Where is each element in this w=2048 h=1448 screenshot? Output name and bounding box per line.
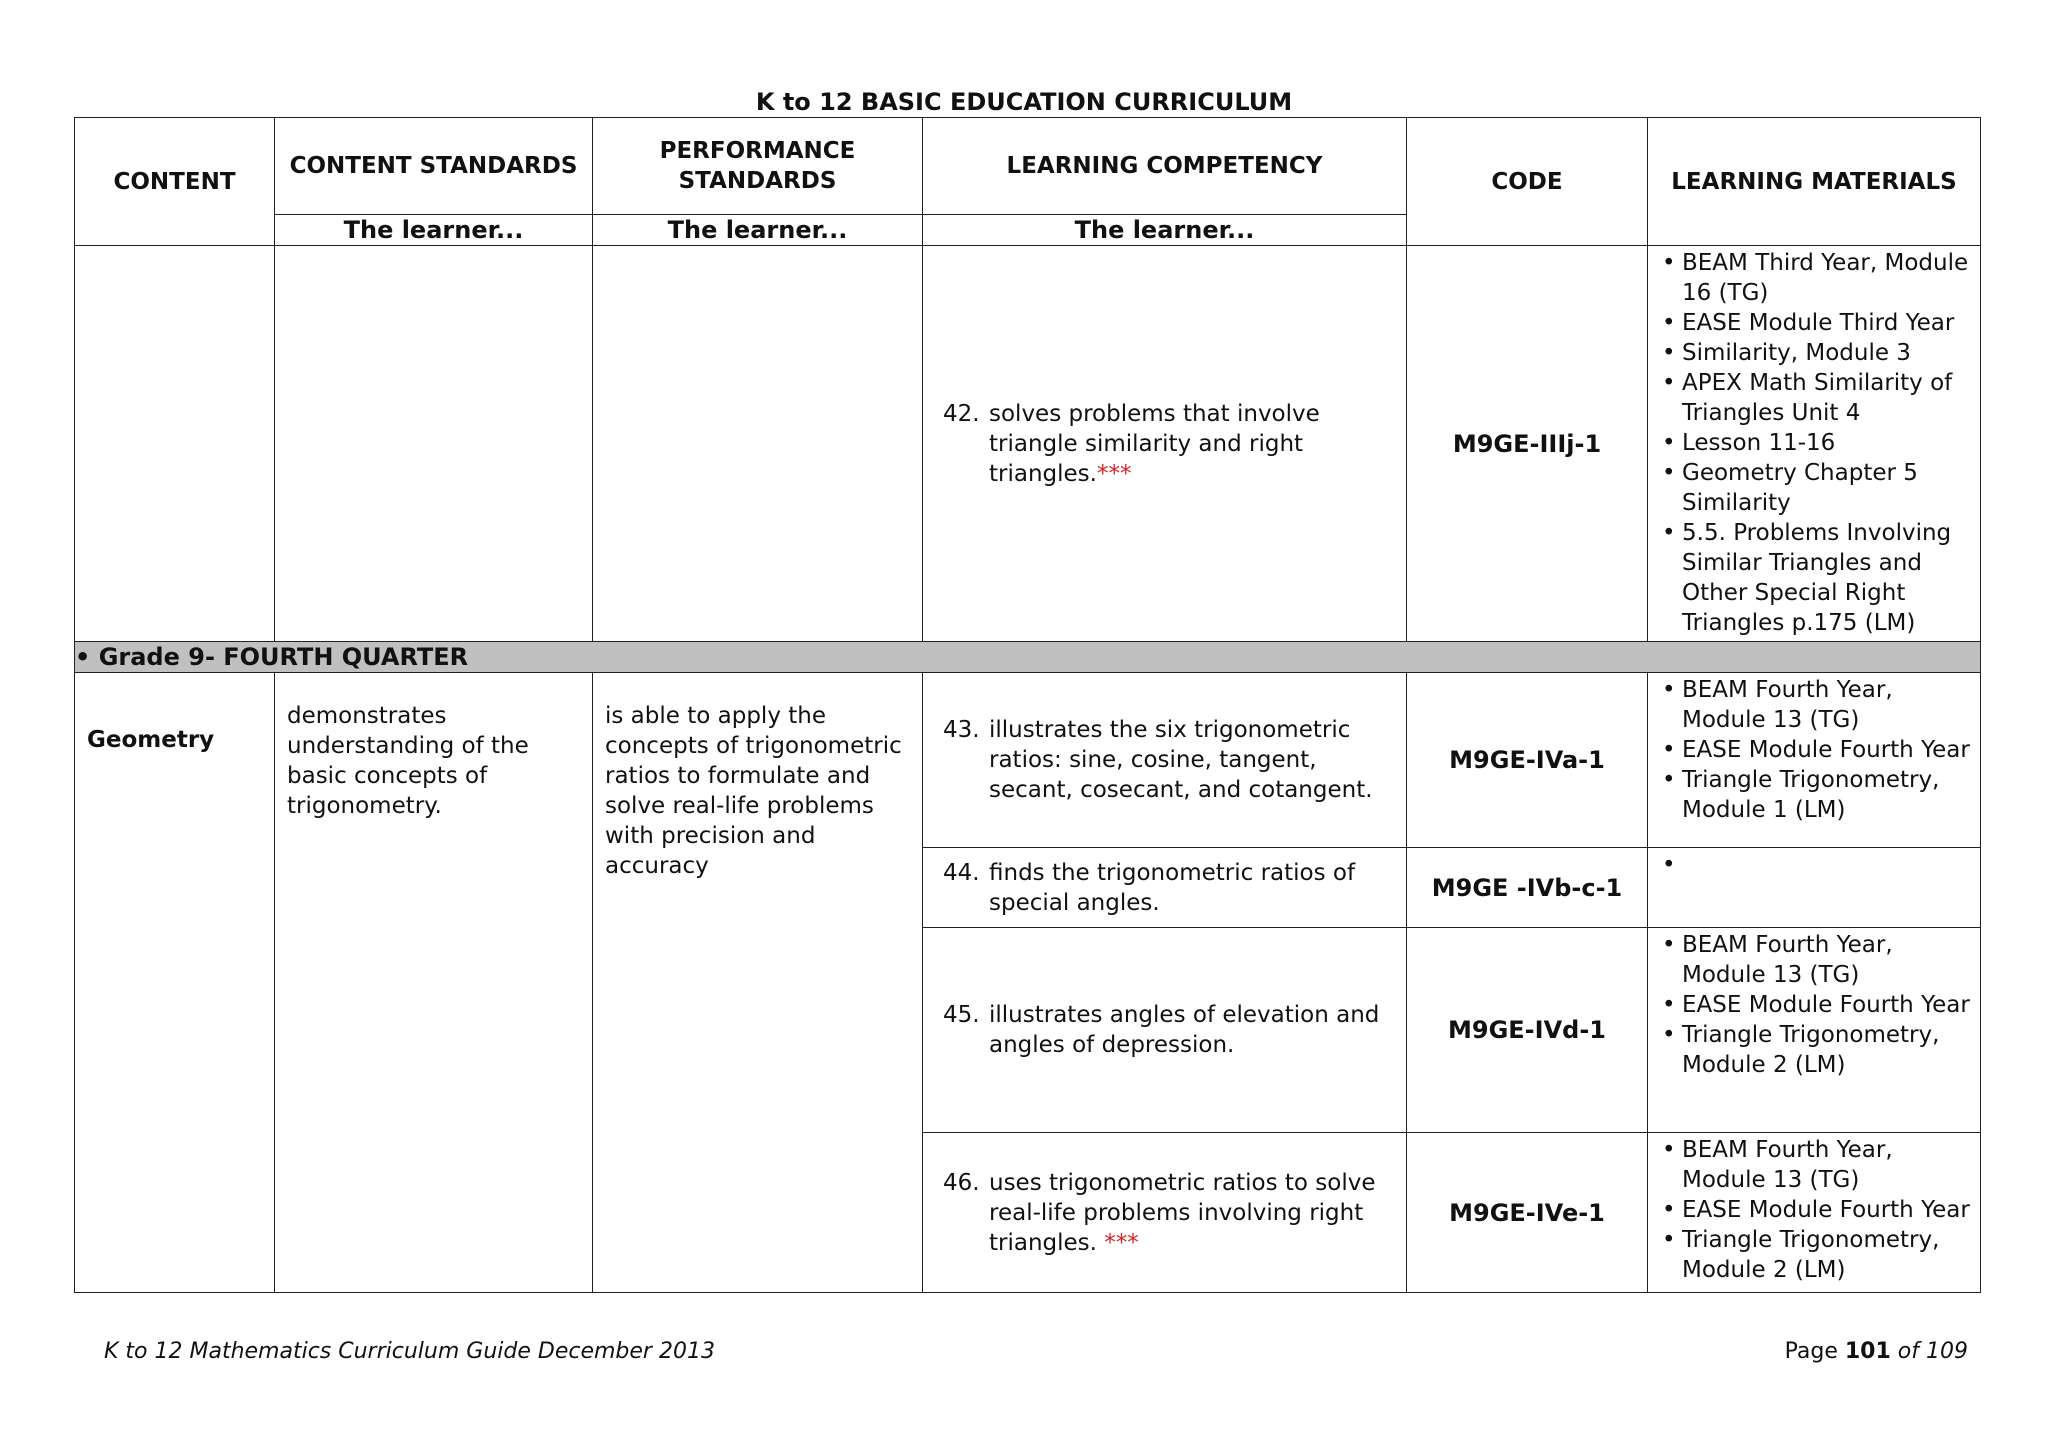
document-title: K to 12 BASIC EDUCATION CURRICULUM [755, 88, 1293, 116]
competency-number: 45. [943, 1002, 980, 1028]
materials-list [1660, 675, 1972, 825]
header-performance-standards: PERFORMANCE STANDARDS [593, 118, 923, 215]
content-standard-text: demonstrates understanding of the basic concepts of trigonometry. [275, 673, 593, 1293]
material-item: • EASE Module Fourth Year [1660, 990, 1972, 1020]
materials-list [1660, 248, 1972, 638]
code-cell: M9GE-IVe-1 [1407, 1133, 1648, 1293]
header-content: CONTENT [75, 118, 275, 246]
material-item: • 5.5. Problems Involving Similar Triangles and Other Special Right Triangles p.175 (LM) [1660, 518, 1972, 638]
materials-cell [1648, 1133, 1981, 1293]
materials-list [1660, 930, 1972, 1080]
material-item: • BEAM Third Year, Module 16 (TG) [1660, 248, 1972, 308]
key-stage-stars: *** [1096, 460, 1132, 487]
competency-text: solves problems that involve triangle similarity and right triangles. [989, 400, 1320, 487]
competency-cell [923, 848, 1407, 928]
content-geometry: Geometry [75, 673, 275, 1293]
table-row [75, 673, 1981, 848]
code-cell: M9GE-IIIj-1 [1407, 246, 1648, 642]
page-current: 101 [1844, 1339, 1891, 1364]
material-item: • Triangle Trigonometry, Module 2 (LM) [1660, 1225, 1972, 1285]
quarter-label: • Grade 9- FOURTH QUARTER [75, 642, 1981, 673]
key-stage-stars: *** [1104, 1229, 1139, 1256]
competency-cell [923, 928, 1407, 1133]
subheader-learner: The learner... [923, 215, 1407, 246]
competency-text: uses trigonometric ratios to solve real-life problems involving right triangles. [989, 1169, 1376, 1256]
competency-number: 43. [943, 717, 980, 743]
materials-cell [1648, 928, 1981, 1133]
subheader-learner: The learner... [593, 215, 923, 246]
code-cell: M9GE-IVd-1 [1407, 928, 1648, 1133]
competency-cell [923, 246, 1407, 642]
competency-cell [923, 673, 1407, 848]
header-learning-materials: LEARNING MATERIALS [1648, 118, 1981, 246]
competency-text: finds the trigonometric ratios of special angles. [989, 859, 1356, 916]
table-row [75, 246, 1981, 642]
header-row [75, 118, 1981, 215]
footer-guide-title: K to 12 Mathematics Curriculum Guide December 2013 [104, 1339, 715, 1364]
material-item: • EASE Module Fourth Year [1660, 735, 1972, 765]
footer-page-number [1785, 1339, 1968, 1364]
material-item: • BEAM Fourth Year, Module 13 (TG) [1660, 1135, 1972, 1195]
material-item: • Similarity, Module 3 [1660, 338, 1972, 368]
page-word: Page [1784, 1339, 1838, 1364]
material-item: • BEAM Fourth Year, Module 13 (TG) [1660, 930, 1972, 990]
material-item: • Triangle Trigonometry, Module 1 (LM) [1660, 765, 1972, 825]
subheader-learner: The learner... [275, 215, 593, 246]
competency-cell [923, 1133, 1407, 1293]
performance-standard-text: is able to apply the concepts of trigonometric ratios to formulate and solve real-life problems with precision and accuracy [593, 673, 923, 1293]
code-cell: M9GE -IVb-c-1 [1407, 848, 1648, 928]
materials-cell [1648, 246, 1981, 642]
empty-cell [275, 246, 593, 642]
competency-number: 42. [943, 400, 980, 427]
empty-cell [75, 246, 275, 642]
code-cell: M9GE-IVa-1 [1407, 673, 1648, 848]
competency-number: 46. [943, 1169, 980, 1196]
header-content-standards: CONTENT STANDARDS [275, 118, 593, 215]
header-code: CODE [1407, 118, 1648, 246]
material-item: • Lesson 11-16 [1660, 428, 1972, 458]
materials-cell [1648, 848, 1981, 928]
material-item: • EASE Module Third Year [1660, 308, 1972, 338]
quarter-row [75, 642, 1981, 673]
competency-number: 44. [943, 859, 980, 886]
competency-text: illustrates angles of elevation and angles of depression. [989, 1002, 1380, 1058]
materials-list [1660, 1135, 1972, 1285]
material-item: • EASE Module Fourth Year [1660, 1195, 1972, 1225]
material-item: • Triangle Trigonometry, Module 2 (LM) [1660, 1020, 1972, 1080]
competency-text: illustrates the six trigonometric ratios: sine, cosine, tangent, secant, cosecant, and cotangent. [989, 717, 1373, 803]
header-learning-competency: LEARNING COMPETENCY [923, 118, 1407, 215]
page-total: of 109 [1897, 1339, 1968, 1364]
material-item: • BEAM Fourth Year, Module 13 (TG) [1660, 675, 1972, 735]
material-item: • APEX Math Similarity of Triangles Unit 4 [1660, 368, 1972, 428]
materials-cell [1648, 673, 1981, 848]
material-item: • Geometry Chapter 5 Similarity [1660, 458, 1972, 518]
empty-cell [593, 246, 923, 642]
curriculum-table [74, 117, 1981, 1293]
